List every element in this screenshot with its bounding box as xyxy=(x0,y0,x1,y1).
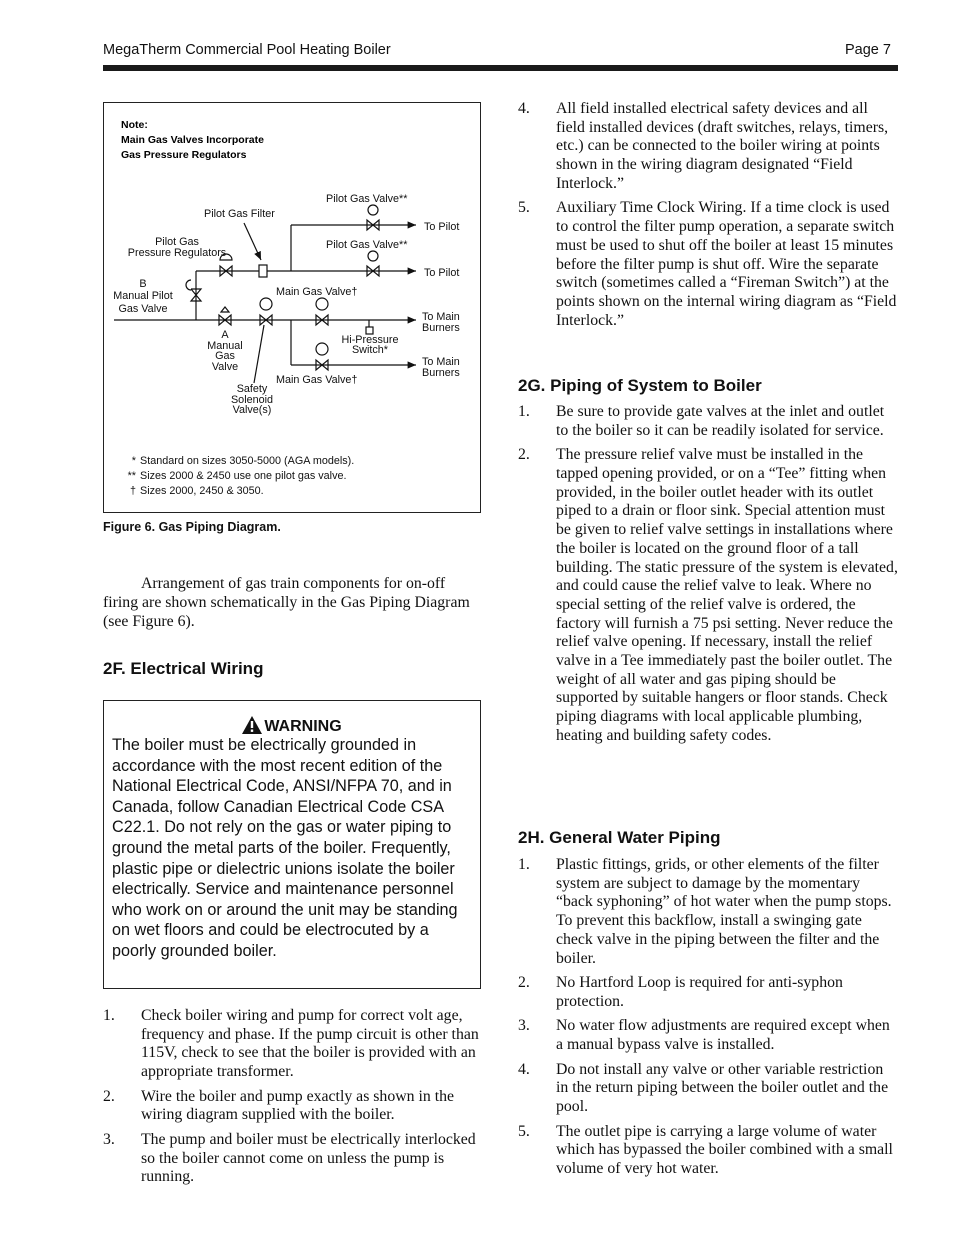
label-hi-pressure-switch: Hi-Pressure xyxy=(341,334,399,346)
list-item xyxy=(518,856,898,968)
label-safety-solenoid: Valve(s) xyxy=(232,404,272,416)
list-2f xyxy=(103,1007,481,1193)
header-rule xyxy=(103,65,898,71)
label-hi-pressure-switch: Switch* xyxy=(351,344,389,356)
header-title: MegaTherm Commercial Pool Heating Boiler xyxy=(103,42,391,58)
list-number: 1. xyxy=(103,1007,115,1024)
list-number: 2. xyxy=(518,974,530,992)
label-to-pilot: To Pilot xyxy=(424,221,460,233)
label-to-main-burners: Burners xyxy=(422,322,460,334)
gas-piping-schematic xyxy=(104,103,482,514)
list-text: The pump and boiler must be electrically interlocked so the boiler cannot come on unless the pump is running. xyxy=(141,1131,476,1186)
list-number: 2. xyxy=(518,446,530,464)
list-text: Auxiliary Time Clock Wiring. If a time clock is used to control the filter pump operation, a separate switch must be used to shut off the boiler at least 15 minutes before the filter pump is shut off. Wire the separate switch (sometimes called a “Fireman Switch”) at the points shown on the internal wiring diagram as “Field Interlock.” xyxy=(556,199,897,329)
label-main-gas-valve: Main Gas Valve† xyxy=(276,286,358,298)
list-2g xyxy=(518,403,898,751)
list-number: 3. xyxy=(103,1131,115,1148)
list-text: Plastic fittings, grids, or other elements of the filter system are subject to damage by the momentary “back syphoning” of hot water when the pump stops. To prevent this backflow, install a swinging gate check valve in the piping between the filter and the boiler. xyxy=(556,856,892,967)
label-pilot-gas-valve: Pilot Gas Valve** xyxy=(326,193,408,205)
note-line: Note: xyxy=(121,119,148,131)
footnote-mark: † xyxy=(129,485,136,497)
list-item xyxy=(103,1088,481,1125)
list-text: No water flow adjustments are required except when a manual bypass valve is installed. xyxy=(556,1017,890,1054)
list-item xyxy=(518,1061,898,1117)
footnote-text: Sizes 2000 & 2450 use one pilot gas valve. xyxy=(140,470,347,482)
list-item xyxy=(518,403,898,440)
label-main-gas-valve: Main Gas Valve† xyxy=(276,374,358,386)
list-text: Check boiler wiring and pump for correct volt age, frequency and phase. If the pump circuit is other than 115V, check to see that the boiler is provided with an appropriate transformer. xyxy=(141,1007,479,1081)
note-line: Gas Pressure Regulators xyxy=(121,149,247,161)
list-2f-continued xyxy=(518,100,898,336)
label-manual-gas-valve: Valve xyxy=(211,361,239,373)
label-pilot-gas-valve: Pilot Gas Valve** xyxy=(326,239,408,251)
label-pilot-gas-filter: Pilot Gas Filter xyxy=(204,208,275,220)
gas-piping-diagram xyxy=(103,102,481,513)
list-text: The outlet pipe is carrying a large volume of water which has bypassed the boiler combined with a small volume of very hot water. xyxy=(556,1122,893,1178)
warning-text: The boiler must be electrically grounded in accordance with the most recent edition of the National Electrical Code, ANSI/NFPA 70, and in Canada, follow Canadian Electrical Code CSA C22.1. Do not rely on the gas or water piping to ground the metal parts of the boiler. Frequently, plastic pipe or dielectric unions isolate the boiler electrically. Service and maintenance personnel who work on or around the unit may be standing on wet floors and could be electrocuted by a poorly grounded boiler. xyxy=(112,736,458,960)
warning-title xyxy=(104,716,480,736)
page-number: Page 7 xyxy=(845,42,891,58)
section-heading-2g: 2G. Piping of System to Boiler xyxy=(518,376,762,395)
warning-title-text: WARNING xyxy=(264,718,342,735)
list-item xyxy=(103,1007,481,1082)
section-heading-2h: 2H. General Water Piping xyxy=(518,828,721,847)
list-number: 4. xyxy=(518,1060,530,1078)
label-pilot-regulators: Pressure Regulators xyxy=(127,247,227,259)
label-manual-pilot: Gas Valve xyxy=(118,303,168,315)
label-manual-pilot: Manual Pilot xyxy=(113,290,173,302)
list-text: Be sure to provide gate valves at the inlet and outlet to the boiler so it can be readily isolated for service. xyxy=(556,403,885,439)
list-item xyxy=(518,1017,898,1054)
warning-icon xyxy=(242,716,262,734)
label-to-main-burners: To Main xyxy=(422,356,460,368)
list-item xyxy=(518,446,898,745)
footnote-text: Standard on sizes 3050-5000 (AGA models). xyxy=(140,455,355,467)
actuator-symbols xyxy=(186,205,378,355)
label-pilot-regulators: Pilot Gas xyxy=(155,236,199,248)
list-number: 2. xyxy=(103,1087,115,1105)
label-manual-gas-valve: Gas xyxy=(215,350,235,362)
footnote-text: Sizes 2000, 2450 & 3050. xyxy=(140,485,264,497)
label-manual-gas-valve: Manual xyxy=(207,340,243,352)
label-safety-solenoid: Safety xyxy=(236,383,268,395)
label-to-pilot: To Pilot xyxy=(424,267,460,279)
list-item xyxy=(518,199,898,330)
label-to-main-burners: To Main xyxy=(422,311,460,323)
list-item xyxy=(518,1123,898,1179)
list-2h xyxy=(518,856,898,1185)
section-heading-2f: 2F. Electrical Wiring xyxy=(103,659,264,678)
list-number: 1. xyxy=(518,403,530,420)
footnote-mark: * xyxy=(131,455,136,467)
list-number: 3. xyxy=(518,1017,530,1035)
label-manual-gas-valve: A xyxy=(221,329,229,341)
list-text: All field installed electrical safety devices and all field installed devices (draft switches, relays, timers, etc.) can be connected to the boiler wiring at points shown in the wiring diagram designated “Field Interlock.” xyxy=(556,100,889,192)
list-number: 5. xyxy=(518,1122,530,1140)
label-manual-pilot: B xyxy=(139,278,147,290)
list-number: 1. xyxy=(518,856,530,873)
list-number: 5. xyxy=(518,199,530,217)
intro-paragraph: Arrangement of gas train components for on-off firing are shown schematically in the Gas Piping Diagram (see Figure 6). xyxy=(103,575,470,630)
warning-box xyxy=(103,700,481,989)
list-text: Do not install any valve or other variable restriction in the return piping between the boiler outlet and the pool. xyxy=(556,1060,889,1116)
footnote-mark: ** xyxy=(127,470,136,482)
figure-caption: Figure 6. Gas Piping Diagram. xyxy=(103,520,281,534)
list-item xyxy=(518,974,898,1011)
list-item xyxy=(103,1131,481,1187)
label-safety-solenoid: Solenoid xyxy=(230,394,274,406)
list-item xyxy=(518,100,898,194)
list-text: No Hartford Loop is required for anti-syphon protection. xyxy=(556,974,843,1010)
list-text: The pressure relief valve must be installed in the tapped opening provided, or on a “Tee” fitting when provided, in the boiler outlet header with its outlet piped to a drain or floor sink. Special attention must be given to relief valve settings in installations where the boiler is located on the ground floor of a tall building. The static pressure of the system is elevated, and could cause the relief valve to leak. Where no special setting of the relief valve is ordered, the factory will furnish a 75 psi setting. Never reduce the relief valve opening. If necessary, install the relief valve in a Tee immediately past the boiler outlet. The weight of all water and gas piping should be supported by suitable hangers or floor stands. Check piping diagrams with local applicable plumbing, heating and building safety codes. xyxy=(556,446,898,744)
note-line: Main Gas Valves Incorporate xyxy=(121,134,264,146)
list-number: 4. xyxy=(518,100,530,117)
list-text: Wire the boiler and pump exactly as shown in the wiring diagram supplied with the boiler. xyxy=(141,1087,455,1124)
label-to-main-burners: Burners xyxy=(422,367,460,379)
